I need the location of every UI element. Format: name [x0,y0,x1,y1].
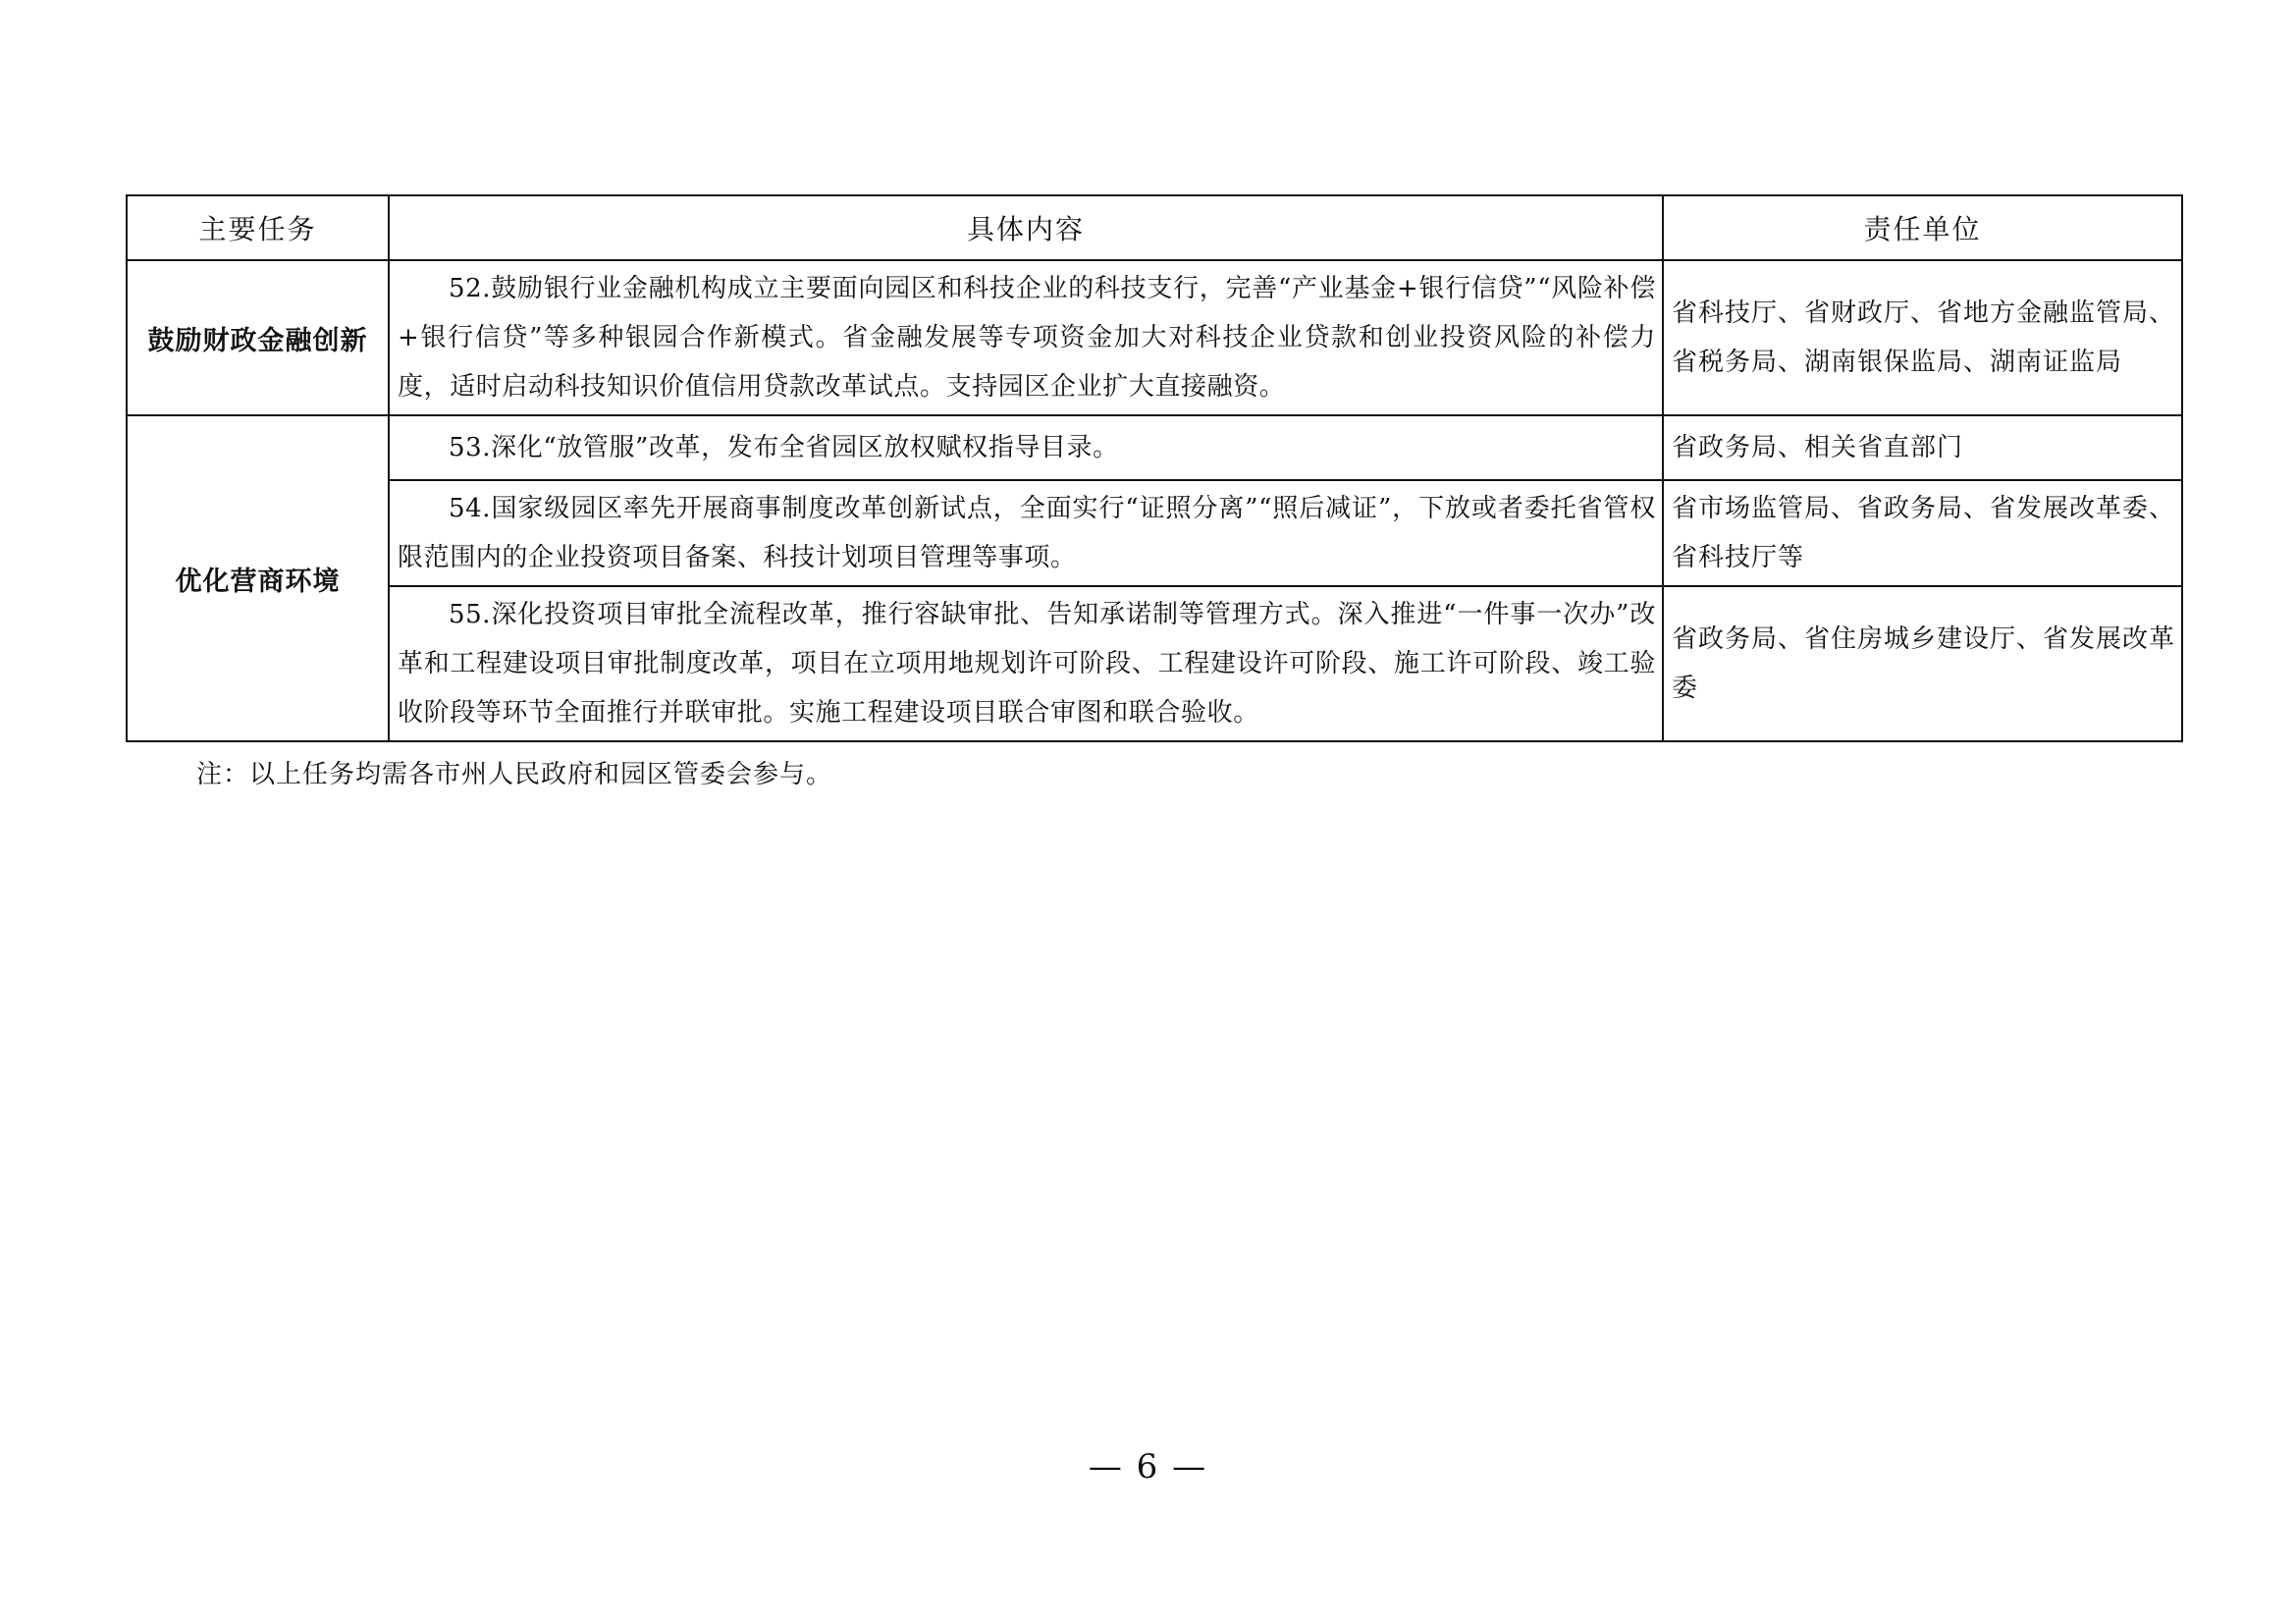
unit-item-53: 省政务局、相关省直部门 [1663,415,2182,480]
table-header-row [127,195,2182,260]
content-item-52: 52.鼓励银行业金融机构成立主要面向园区和科技企业的科技支行，完善“产业基金+银行信贷”“风险补偿+银行信贷”等多种银园合作新模式。省金融发展等专项资金加大对科技企业贷款和创业投资风险的补偿力度，适时启动科技知识价值信用贷款改革试点。支持园区企业扩大直接融资。 [389,260,1663,415]
content-item-53: 53.深化“放管服”改革，发布全省园区放权赋权指导目录。 [389,415,1663,480]
task-business-environment: 优化营商环境 [127,415,389,741]
content-item-55: 55.深化投资项目审批全流程改革，推行容缺审批、告知承诺制等管理方式。深入推进“一件事一次办”改革和工程建设项目审批制度改革，项目在立项用地规划许可阶段、工程建设许可阶段、施工许可阶段、竣工验收阶段等环节全面推行并联审批。实施工程建设项目联合审图和联合验收。 [389,586,1663,741]
table-note: 注：以上任务均需各市州人民政府和园区管委会参与。 [196,760,833,789]
unit-item-52: 省科技厅、省财政厅、省地方金融监管局、省税务局、湖南银保监局、湖南证监局 [1663,260,2182,415]
table-row [127,480,2182,586]
header-specific-content: 具体内容 [389,195,1663,260]
header-responsible-unit: 责任单位 [1663,195,2182,260]
page-number: — 6 — [1088,1447,1208,1487]
unit-item-55: 省政务局、省住房城乡建设厅、省发展改革委 [1663,586,2182,741]
task-table [126,194,2183,742]
task-finance-innovation: 鼓励财政金融创新 [127,260,389,415]
table-row [127,586,2182,741]
table-row [127,415,2182,480]
table-row [127,260,2182,415]
content-item-54: 54.国家级园区率先开展商事制度改革创新试点，全面实行“证照分离”“照后减证”，下放或者委托省管权限范围内的企业投资项目备案、科技计划项目管理等事项。 [389,480,1663,586]
header-main-task: 主要任务 [127,195,389,260]
unit-item-54: 省市场监管局、省政务局、省发展改革委、省科技厅等 [1663,480,2182,586]
